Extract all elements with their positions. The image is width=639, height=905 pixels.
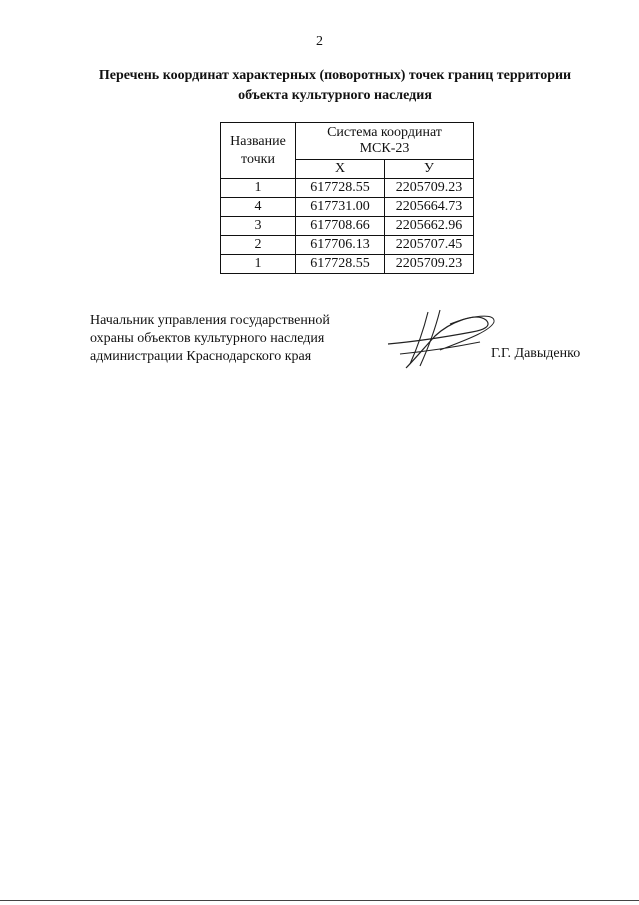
cell-x: 617731.00 bbox=[296, 198, 385, 217]
cell-point: 2 bbox=[221, 236, 296, 255]
header-point-name: Название точки bbox=[221, 123, 296, 179]
page-bottom-border bbox=[0, 900, 639, 901]
header-system-line-1: Система координат bbox=[327, 125, 442, 140]
handwritten-signature bbox=[380, 302, 500, 374]
title-line-2: объекта культурного наследия bbox=[238, 88, 432, 103]
cell-point: 1 bbox=[221, 179, 296, 198]
cell-point: 4 bbox=[221, 198, 296, 217]
document-title bbox=[70, 66, 600, 106]
cell-y: 2205709.23 bbox=[385, 255, 474, 274]
page-number: 2 bbox=[316, 34, 323, 49]
coordinates-table bbox=[220, 122, 474, 274]
cell-y: 2205662.96 bbox=[385, 217, 474, 236]
cell-y: 2205709.23 bbox=[385, 179, 474, 198]
cell-point: 3 bbox=[221, 217, 296, 236]
header-coordinate-system bbox=[296, 123, 474, 160]
header-x: Х bbox=[296, 160, 385, 179]
cell-x: 617728.55 bbox=[296, 255, 385, 274]
signer-name: Г.Г. Давыденко bbox=[491, 346, 581, 361]
cell-y: 2205664.73 bbox=[385, 198, 474, 217]
title-line-1: Перечень координат характерных (поворотных) точек границ территории bbox=[98, 68, 572, 83]
table-row bbox=[221, 217, 474, 236]
table-row bbox=[221, 198, 474, 217]
cell-x: 617706.13 bbox=[296, 236, 385, 255]
signatory-position bbox=[90, 312, 390, 366]
position-line-3: администрации Краснодарского края bbox=[90, 349, 312, 364]
table-row bbox=[221, 236, 474, 255]
header-y: У bbox=[385, 160, 474, 179]
header-system-line-2: МСК-23 bbox=[359, 141, 410, 156]
cell-y: 2205707.45 bbox=[385, 236, 474, 255]
table-row bbox=[221, 255, 474, 274]
position-line-1: Начальник управления государственной bbox=[90, 313, 330, 328]
cell-x: 617728.55 bbox=[296, 179, 385, 198]
position-line-2: охраны объектов культурного наследия bbox=[90, 331, 325, 346]
cell-x: 617708.66 bbox=[296, 217, 385, 236]
cell-point: 1 bbox=[221, 255, 296, 274]
table-row bbox=[221, 179, 474, 198]
